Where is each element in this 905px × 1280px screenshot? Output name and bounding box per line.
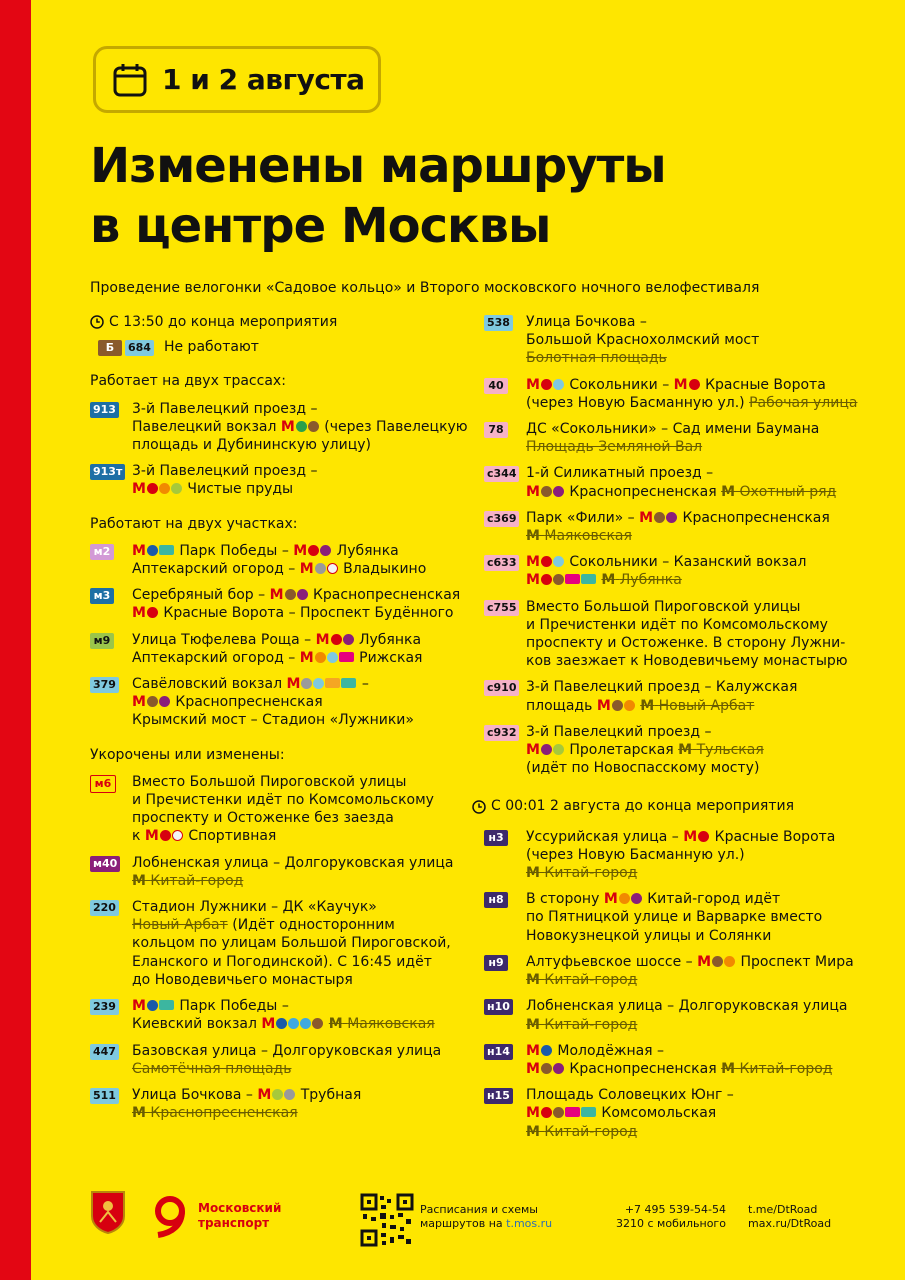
route-badge: 220 — [90, 900, 119, 916]
line-5-icon — [147, 696, 158, 707]
route-n9: н9 Алтуфьевское шоссе – М Проспект Мира М Китай-город — [484, 953, 856, 989]
metro-icon: М — [526, 1105, 540, 1122]
metro-icon: М — [603, 891, 618, 908]
clock-icon — [472, 800, 486, 814]
metro-icon: М — [293, 542, 308, 559]
metro-icon: М — [526, 972, 540, 989]
route-m9: м9 Улица Тюфелева Роща – М Лубянка Аптекарский огород – М Рижская — [90, 631, 473, 667]
line-5-icon — [712, 956, 723, 967]
line-3-icon — [147, 545, 158, 556]
line-7-icon — [343, 634, 354, 645]
metro-icon: М — [132, 542, 146, 559]
line-5-icon — [312, 1018, 323, 1029]
section-heading: Работают на двух участках: — [90, 515, 298, 532]
route-badge: н8 — [484, 892, 508, 908]
line-4a-icon — [300, 1018, 311, 1029]
route-c910: с910 3-й Павелецкий проезд – Калужская площадь М М Новый Арбат — [484, 678, 856, 714]
clock-icon — [90, 315, 104, 329]
line-6-icon — [724, 956, 735, 967]
metro-icon: М — [526, 1016, 540, 1033]
line-1-icon — [698, 831, 709, 842]
route-badge: Б — [98, 340, 122, 356]
line-1-icon — [147, 607, 158, 618]
metro-icon: М — [328, 1016, 343, 1033]
line-d1-icon — [325, 678, 340, 688]
line-9-icon — [315, 563, 326, 574]
metro-icon: М — [132, 998, 146, 1015]
line-d2-icon — [565, 1107, 580, 1117]
route-c633: с633 М Сокольники – Казанский вокзал М М Лубянка — [484, 553, 856, 589]
section-heading: Работает на двух трассах: — [90, 373, 286, 390]
metro-icon: М — [315, 631, 330, 648]
route-badge: н15 — [484, 1088, 513, 1104]
line-5-icon — [553, 1107, 564, 1118]
line-11-icon — [553, 556, 564, 567]
route-badge: 538 — [484, 315, 513, 331]
route-913t: 913т 3-й Павелецкий проезд – М Чистые пруды — [90, 462, 473, 498]
line-d4-icon — [341, 678, 356, 688]
route-badge: с369 — [484, 511, 519, 527]
route-220: 220 Стадион Лужники – ДК «Каучук» Новый Арбат (Идёт односторонним кольцом по улицам Большой Пироговской, Еланского и Погодинской). С 16:45 идёт до Новодевичьего монастыря — [90, 898, 473, 989]
route-239: 239 М Парк Победы – Киевский вокзал М М Маяковская — [90, 997, 473, 1033]
line-6-icon — [624, 700, 635, 711]
route-n10: н10 Лобненская улица – Долгоруковская улица М Китай-город — [484, 997, 856, 1033]
telegram-link[interactable]: t.me/DtRoad — [748, 1203, 818, 1216]
route-m6: м6 Вместо Большой Пироговской улицы и Пречистенки идёт по Комсомольскому проспекту и Остоженке без заезда к М Спортивная — [90, 773, 473, 846]
moscow-crest-icon — [90, 1190, 126, 1234]
route-n15: н15 Площадь Соловецких Юнг – М Комсомольская М Китай-город — [484, 1086, 856, 1141]
route-badge: с755 — [484, 600, 519, 616]
qr-code-icon — [360, 1193, 414, 1247]
metro-icon: М — [526, 376, 540, 393]
route-badge: м9 — [90, 633, 114, 649]
line-7-icon — [297, 589, 308, 600]
route-badge: 511 — [90, 1088, 119, 1104]
metro-icon: М — [526, 483, 540, 500]
max-link[interactable]: max.ru/DtRoad — [748, 1217, 832, 1230]
metro-icon: М — [673, 376, 688, 393]
route-badge: с910 — [484, 680, 519, 696]
metro-icon: М — [526, 1123, 540, 1140]
route-badge: 913т — [90, 464, 125, 480]
metro-icon: М — [721, 483, 736, 500]
metro-icon: М — [721, 1060, 736, 1077]
line-7-icon — [553, 1063, 564, 1074]
route-c344: с344 1-й Силикатный проезд – М Краснопресненская М Охотный ряд — [484, 464, 856, 500]
line-3-icon — [541, 1045, 552, 1056]
line-1-icon — [689, 379, 700, 390]
line-6-icon — [159, 483, 170, 494]
line-11-icon — [553, 379, 564, 390]
line-1-icon — [541, 556, 552, 567]
line-d2-icon — [565, 574, 580, 584]
date-label: 1 и 2 августа — [162, 63, 365, 96]
line-6-icon — [619, 893, 630, 904]
route-badge: 447 — [90, 1044, 119, 1060]
metro-icon: М — [526, 865, 540, 882]
section-heading: Укорочены или изменены: — [90, 746, 285, 763]
route-c755: с755 Вместо Большой Пироговской улицы и Пречистенки идёт по Комсомольскому проспекту и Остоженке. В сторону Лужни- ков заезжает к Новодевичьему монастырю — [484, 598, 856, 671]
metro-icon: М — [269, 587, 284, 604]
transport-logo-icon — [148, 1194, 192, 1238]
line-10-icon — [171, 483, 182, 494]
route-40: 40 М Сокольники – М Красные Ворота (через Новую Басманную ул.) Рабочая улица — [484, 376, 856, 412]
metro-icon: М — [132, 481, 146, 498]
schedule-info: Расписания и схемы маршрутов на t.mos.ru — [420, 1203, 553, 1230]
metro-icon: М — [261, 1016, 276, 1033]
line-6-icon — [315, 652, 326, 663]
route-badge: 239 — [90, 999, 119, 1015]
line-10-icon — [553, 744, 564, 755]
route-m2: м2 М Парк Победы – М Лубянка Аптекарский огород – М Владыкино — [90, 542, 473, 578]
metro-icon: М — [526, 528, 540, 545]
line-3-icon — [147, 1000, 158, 1011]
metro-icon: М — [640, 697, 655, 714]
metro-icon: М — [132, 605, 146, 622]
route-badge: 40 — [484, 378, 508, 394]
metro-icon: М — [526, 1042, 540, 1059]
line-5-icon — [308, 421, 319, 432]
line-3-icon — [276, 1018, 287, 1029]
route-badge: м2 — [90, 544, 114, 560]
title-line-1: Изменены маршруты — [90, 138, 666, 194]
line-1-icon — [331, 634, 342, 645]
tmos-link[interactable]: t.mos.ru — [506, 1217, 553, 1230]
line-1-icon — [308, 545, 319, 556]
calendar-icon — [112, 62, 148, 98]
line-1-icon — [160, 830, 171, 841]
metro-icon: М — [526, 572, 540, 589]
line-5-icon — [541, 486, 552, 497]
route-badge: с633 — [484, 555, 519, 571]
line-1-icon — [541, 379, 552, 390]
line-2-icon — [296, 421, 307, 432]
route-511: 511 Улица Бочкова – М Трубная М Краснопресненская — [90, 1086, 473, 1122]
line-5-icon — [541, 1063, 552, 1074]
metro-icon: М — [596, 697, 611, 714]
line-9-icon — [284, 1089, 295, 1100]
route-78: 78 ДС «Сокольники» – Сад имени Баумана Площадь Земляной Вал — [484, 420, 856, 456]
route-n3: н3 Уссурийская улица – М Красные Ворота (через Новую Басманную ул.) М Китай-город — [484, 828, 856, 883]
route-379: 379 Савёловский вокзал М – М Краснопресненская Крымский мост – Стадион «Лужники» — [90, 675, 473, 730]
route-m3: м3 Серебряный бор – М Краснопресненская М Красные Ворота – Проспект Будённого — [90, 586, 473, 622]
metro-icon: М — [299, 561, 314, 578]
line-11-icon — [313, 678, 324, 689]
route-badge: н9 — [484, 955, 508, 971]
metro-icon: М — [132, 694, 146, 711]
route-badge: м40 — [90, 856, 120, 872]
route-m40: м40 Лобненская улица – Долгоруковская улица М Китай-город — [90, 854, 473, 890]
route-badge: 78 — [484, 422, 508, 438]
line-5-icon — [612, 700, 623, 711]
footer — [90, 1190, 850, 1252]
route-badge: н3 — [484, 830, 508, 846]
metro-icon: М — [526, 742, 540, 759]
line-11-icon — [327, 652, 338, 663]
metro-icon: М — [601, 572, 616, 589]
route-447: 447 Базовская улица – Долгоруковская улица Самотёчная площадь — [90, 1042, 473, 1078]
time-header: С 13:50 до конца мероприятия — [90, 313, 473, 331]
social-links — [748, 1203, 831, 1231]
line-1-icon — [147, 483, 158, 494]
line-1-icon — [541, 574, 552, 585]
metro-icon: М — [678, 742, 693, 759]
line-d2-icon — [339, 652, 354, 662]
metro-icon: М — [257, 1086, 272, 1103]
line-7-icon — [631, 893, 642, 904]
line-d4-icon — [581, 1107, 596, 1117]
night-time-header: С 00:01 2 августа до конца мероприятия — [472, 797, 856, 815]
route-badge: н10 — [484, 999, 513, 1015]
route-c932: с932 3-й Павелецкий проезд – М Пролетарская М Тульская (идёт по Новоспасскому мосту) — [484, 723, 856, 778]
line-1-icon — [541, 1107, 552, 1118]
line-5-icon — [285, 589, 296, 600]
line-d4-icon — [159, 1000, 174, 1010]
line-4-icon — [288, 1018, 299, 1029]
metro-icon: М — [683, 828, 698, 845]
route-badge: м3 — [90, 588, 114, 604]
line-5-icon — [553, 574, 564, 585]
metro-icon: М — [280, 418, 295, 435]
date-badge — [93, 46, 381, 113]
route-n14: н14 М Молодёжная – М Краснопресненская М Китай-город — [484, 1042, 856, 1078]
line-14-icon — [327, 563, 338, 574]
line-d4-icon — [581, 574, 596, 584]
route-badge: с344 — [484, 466, 519, 482]
line-14-icon — [172, 830, 183, 841]
metro-icon: М — [639, 509, 654, 526]
red-side-bar — [0, 0, 31, 1280]
right-column — [484, 313, 856, 1149]
line-7-icon — [541, 744, 552, 755]
route-badge: 913 — [90, 402, 119, 418]
metro-icon: М — [286, 676, 301, 693]
metro-icon: М — [697, 953, 712, 970]
line-10-icon — [272, 1089, 283, 1100]
route-badge: м6 — [90, 775, 116, 793]
line-7-icon — [320, 545, 331, 556]
subtitle: Проведение велогонки «Садовое кольцо» и Второго московского ночного велофестиваля — [90, 280, 760, 296]
route-n8: н8 В сторону М Китай-город идёт по Пятницкой улице и Варварке вместо Новокузнецкой улицы и Солянки — [484, 890, 856, 945]
route-badge: с932 — [484, 725, 519, 741]
metro-icon: М — [132, 872, 146, 889]
line-5-icon — [654, 512, 665, 523]
metro-icon: М — [132, 1105, 146, 1122]
transport-logo: Московский транспорт — [148, 1194, 281, 1238]
not-working-row: Б 684 Не работают — [98, 338, 473, 356]
route-badge: 379 — [90, 677, 119, 693]
route-badge: н14 — [484, 1044, 513, 1060]
line-d4-icon — [159, 545, 174, 555]
left-column — [90, 313, 473, 1130]
line-9-icon — [301, 678, 312, 689]
metro-icon: М — [299, 649, 314, 666]
title-line-2: в центре Москвы — [90, 198, 551, 254]
route-913: 913 3-й Павелецкий проезд – Павелецкий вокзал М (через Павелецкую площадь и Дубининскую улицу) — [90, 400, 473, 455]
line-7-icon — [553, 486, 564, 497]
route-badge: 684 — [125, 340, 154, 356]
metro-icon: М — [526, 1060, 540, 1077]
phone-info: +7 495 539-54-54 3210 с мобильного — [616, 1203, 726, 1230]
route-c369: с369 Парк «Фили» – М Краснопресненская М Маяковская — [484, 509, 856, 545]
metro-icon: М — [526, 554, 540, 571]
route-538: 538 Улица Бочкова – Большой Краснохолмский мост Болотная площадь — [484, 313, 856, 368]
page-title — [90, 136, 666, 256]
line-7-icon — [666, 512, 677, 523]
line-7-icon — [159, 696, 170, 707]
metro-icon: М — [144, 828, 159, 845]
